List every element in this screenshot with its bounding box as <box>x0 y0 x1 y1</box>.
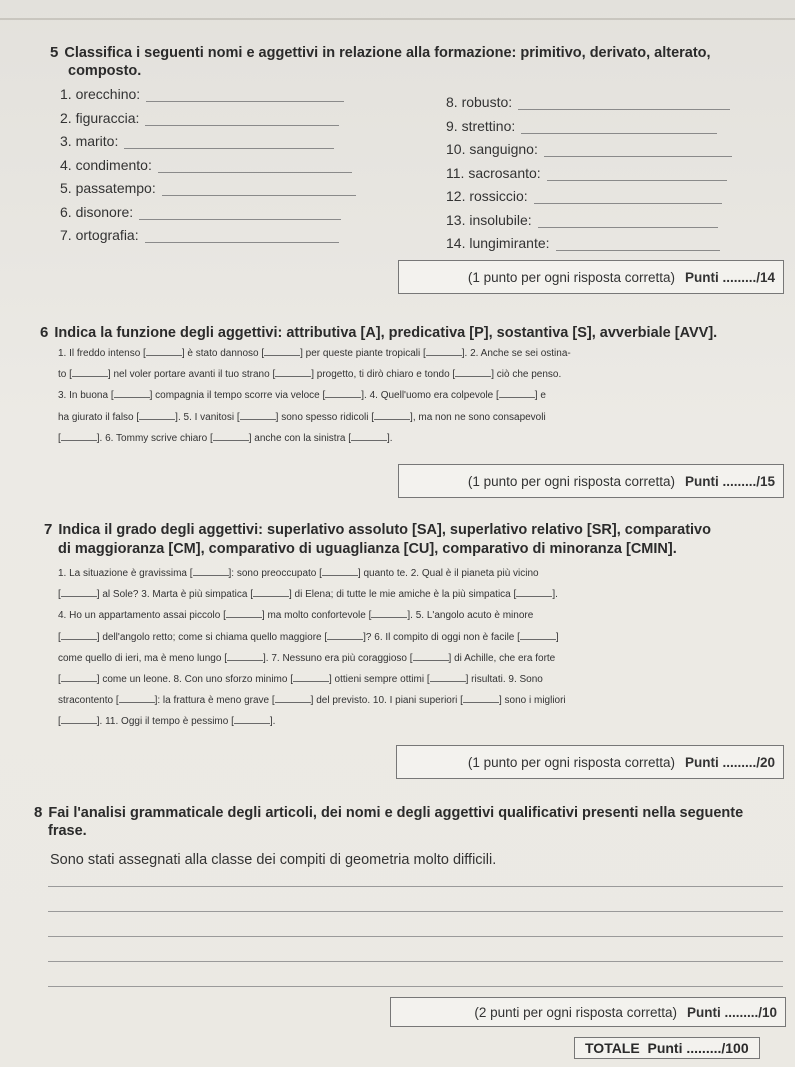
ex8-title-cont: frase. <box>48 823 87 839</box>
answer-blank[interactable] <box>499 385 535 398</box>
answer-blank[interactable] <box>455 364 491 377</box>
answer-blank[interactable] <box>234 711 270 724</box>
answer-blank[interactable] <box>61 669 97 682</box>
answer-line[interactable] <box>124 134 334 149</box>
text-line: ha giurato il falso [ ]. 5. I vanitosi [ ] sono spesso ridicoli [ ], ma non ne sono consapevoli <box>58 407 795 428</box>
text-line: 3. In buona [ ] compagnia il tempo scorre via veloce [ ]. 4. Quell'uomo era colpevole [ ] e <box>58 385 795 406</box>
text-line: [ ]. 6. Tommy scrive chiaro [ ] anche con la sinistra [ ]. <box>58 428 795 449</box>
answer-blank[interactable] <box>119 690 155 703</box>
answer-blank[interactable] <box>193 563 229 576</box>
text-line: [ ] dell'angolo retto; come si chiama quello maggiore [ ]? 6. Il compito di oggi non è facile [ ] <box>58 627 795 648</box>
ex7-title: 7 Indica il grado degli aggettivi: superlativo assoluto [SA], superlativo relativo [SR], comparativo <box>44 521 711 538</box>
answer-blank[interactable] <box>253 584 289 597</box>
answer-blank[interactable] <box>371 605 407 618</box>
ex5-item: 2. figuraccia: <box>60 110 339 126</box>
answer-blank[interactable] <box>275 690 311 703</box>
text-line: [ ]. 11. Oggi il tempo è pessimo [ ]. <box>58 711 795 732</box>
ex6-score-box: (1 punto per ogni risposta corretta) Punti ........./15 <box>398 464 784 498</box>
ex5-item: 4. condimento: <box>60 157 352 173</box>
ex6-title: 6 Indica la funzione degli aggettivi: attributiva [A], predicativa [P], sostantiva [S], avverbiale [AVV]. <box>40 324 718 341</box>
answer-blank[interactable] <box>325 385 361 398</box>
answer-line[interactable] <box>145 228 339 243</box>
answer-blank[interactable] <box>61 711 97 724</box>
answer-blank[interactable] <box>520 627 556 640</box>
answer-blank[interactable] <box>413 648 449 661</box>
answer-line[interactable] <box>139 205 341 220</box>
answer-blank[interactable] <box>213 428 249 441</box>
answer-blank[interactable] <box>264 343 300 356</box>
answer-blank[interactable] <box>61 428 97 441</box>
answer-line[interactable] <box>146 87 344 102</box>
answer-line[interactable] <box>48 911 783 912</box>
answer-line[interactable] <box>534 189 722 204</box>
answer-line[interactable] <box>518 95 730 110</box>
ex5-item: 1. orecchino: <box>60 86 344 102</box>
answer-blank[interactable] <box>114 385 150 398</box>
answer-blank[interactable] <box>516 584 552 597</box>
answer-blank[interactable] <box>430 669 466 682</box>
ex7-score-box: (1 punto per ogni risposta corretta) Punti ........./20 <box>396 745 784 779</box>
answer-blank[interactable] <box>374 407 410 420</box>
text-line: [ ] come un leone. 8. Con uno sforzo minimo [ ] ottieni sempre ottimi [ ] risultati. 9. Sono <box>58 669 795 690</box>
answer-line[interactable] <box>538 213 718 228</box>
answer-line[interactable] <box>521 119 717 134</box>
answer-line[interactable] <box>162 181 356 196</box>
total-score-box: TOTALE Punti ........./100 <box>574 1037 760 1059</box>
ex5-item: 11. sacrosanto: <box>446 165 727 181</box>
answer-blank[interactable] <box>146 343 182 356</box>
answer-blank[interactable] <box>72 364 108 377</box>
answer-blank[interactable] <box>139 407 175 420</box>
ex5-title: 5 Classifica i seguenti nomi e aggettivi in relazione alla formazione: primitivo, derivato, alterato, <box>50 44 711 61</box>
answer-blank[interactable] <box>293 669 329 682</box>
ex8-score-box: (2 punti per ogni risposta corretta) Punti ........./10 <box>390 997 786 1027</box>
answer-blank[interactable] <box>61 584 97 597</box>
ex5-item: 13. insolubile: <box>446 212 718 228</box>
answer-blank[interactable] <box>275 364 311 377</box>
ex5-item: 7. ortografia: <box>60 227 339 243</box>
ex5-item: 14. lungimirante: <box>446 235 720 251</box>
answer-blank[interactable] <box>240 407 276 420</box>
answer-line[interactable] <box>48 986 783 987</box>
ex5-item: 6. disonore: <box>60 204 341 220</box>
ex5-score-box: (1 punto per ogni risposta corretta) Punti ........./14 <box>398 260 784 294</box>
answer-blank[interactable] <box>463 690 499 703</box>
answer-blank[interactable] <box>351 428 387 441</box>
ex5-item: 9. strettino: <box>446 118 717 134</box>
text-line: [ ] al Sole? 3. Marta è più simpatica [ ] di Elena; di tutte le mie amiche è la più simpatica [ ]. <box>58 584 795 605</box>
answer-line[interactable] <box>547 166 727 181</box>
text-line: 4. Ho un appartamento assai piccolo [ ] ma molto confortevole [ ]. 5. L'angolo acuto è minore <box>58 605 795 626</box>
answer-line[interactable] <box>145 111 339 126</box>
answer-line[interactable] <box>158 158 352 173</box>
ex5-item: 3. marito: <box>60 133 334 149</box>
answer-line[interactable] <box>48 961 783 962</box>
answer-line[interactable] <box>544 142 732 157</box>
answer-line[interactable] <box>48 936 783 937</box>
ex5-item: 12. rossiccio: <box>446 188 722 204</box>
answer-line[interactable] <box>48 886 783 887</box>
ex5-item: 5. passatempo: <box>60 180 356 196</box>
text-line: come quello di ieri, ma è meno lungo [ ]. 7. Nessuno era più coraggioso [ ] di Achille, che era forte <box>58 648 795 669</box>
top-divider <box>0 18 795 20</box>
text-line: 1. La situazione è gravissima [ ]: sono preoccupato [ ] quanto te. 2. Qual è il pianeta più vicino <box>58 563 795 584</box>
text-line: 1. Il freddo intenso [ ] è stato dannoso [ ] per queste piante tropicali [ ]. 2. Anche se sei ostina- <box>58 343 795 364</box>
answer-blank[interactable] <box>61 627 97 640</box>
answer-line[interactable] <box>556 236 720 251</box>
ex8-sentence: Sono stati assegnati alla classe dei compiti di geometria molto difficili. <box>50 852 497 868</box>
answer-blank[interactable] <box>327 627 363 640</box>
ex5-title-cont: composto. <box>68 63 142 79</box>
text-line: to [ ] nel voler portare avanti il tuo strano [ ] progetto, ti dirò chiaro e tondo [ ] ciò che penso. <box>58 364 795 385</box>
answer-blank[interactable] <box>227 648 263 661</box>
ex5-item: 8. robusto: <box>446 94 730 110</box>
ex5-item: 10. sanguigno: <box>446 141 732 157</box>
text-line: stracontento [ ]: la frattura è meno grave [ ] del previsto. 10. I piani superiori [ ] sono i migliori <box>58 690 795 711</box>
ex8-title: 8 Fai l'analisi grammaticale degli articoli, dei nomi e degli aggettivi qualificativi presenti nella seguente <box>34 804 744 821</box>
ex7-body <box>58 563 795 733</box>
answer-blank[interactable] <box>322 563 358 576</box>
ex6-body <box>58 343 795 449</box>
answer-blank[interactable] <box>426 343 462 356</box>
answer-blank[interactable] <box>226 605 262 618</box>
ex7-title-cont: di maggioranza [CM], comparativo di uguaglianza [CU], comparativo di minoranza [CMIN]. <box>58 541 677 557</box>
